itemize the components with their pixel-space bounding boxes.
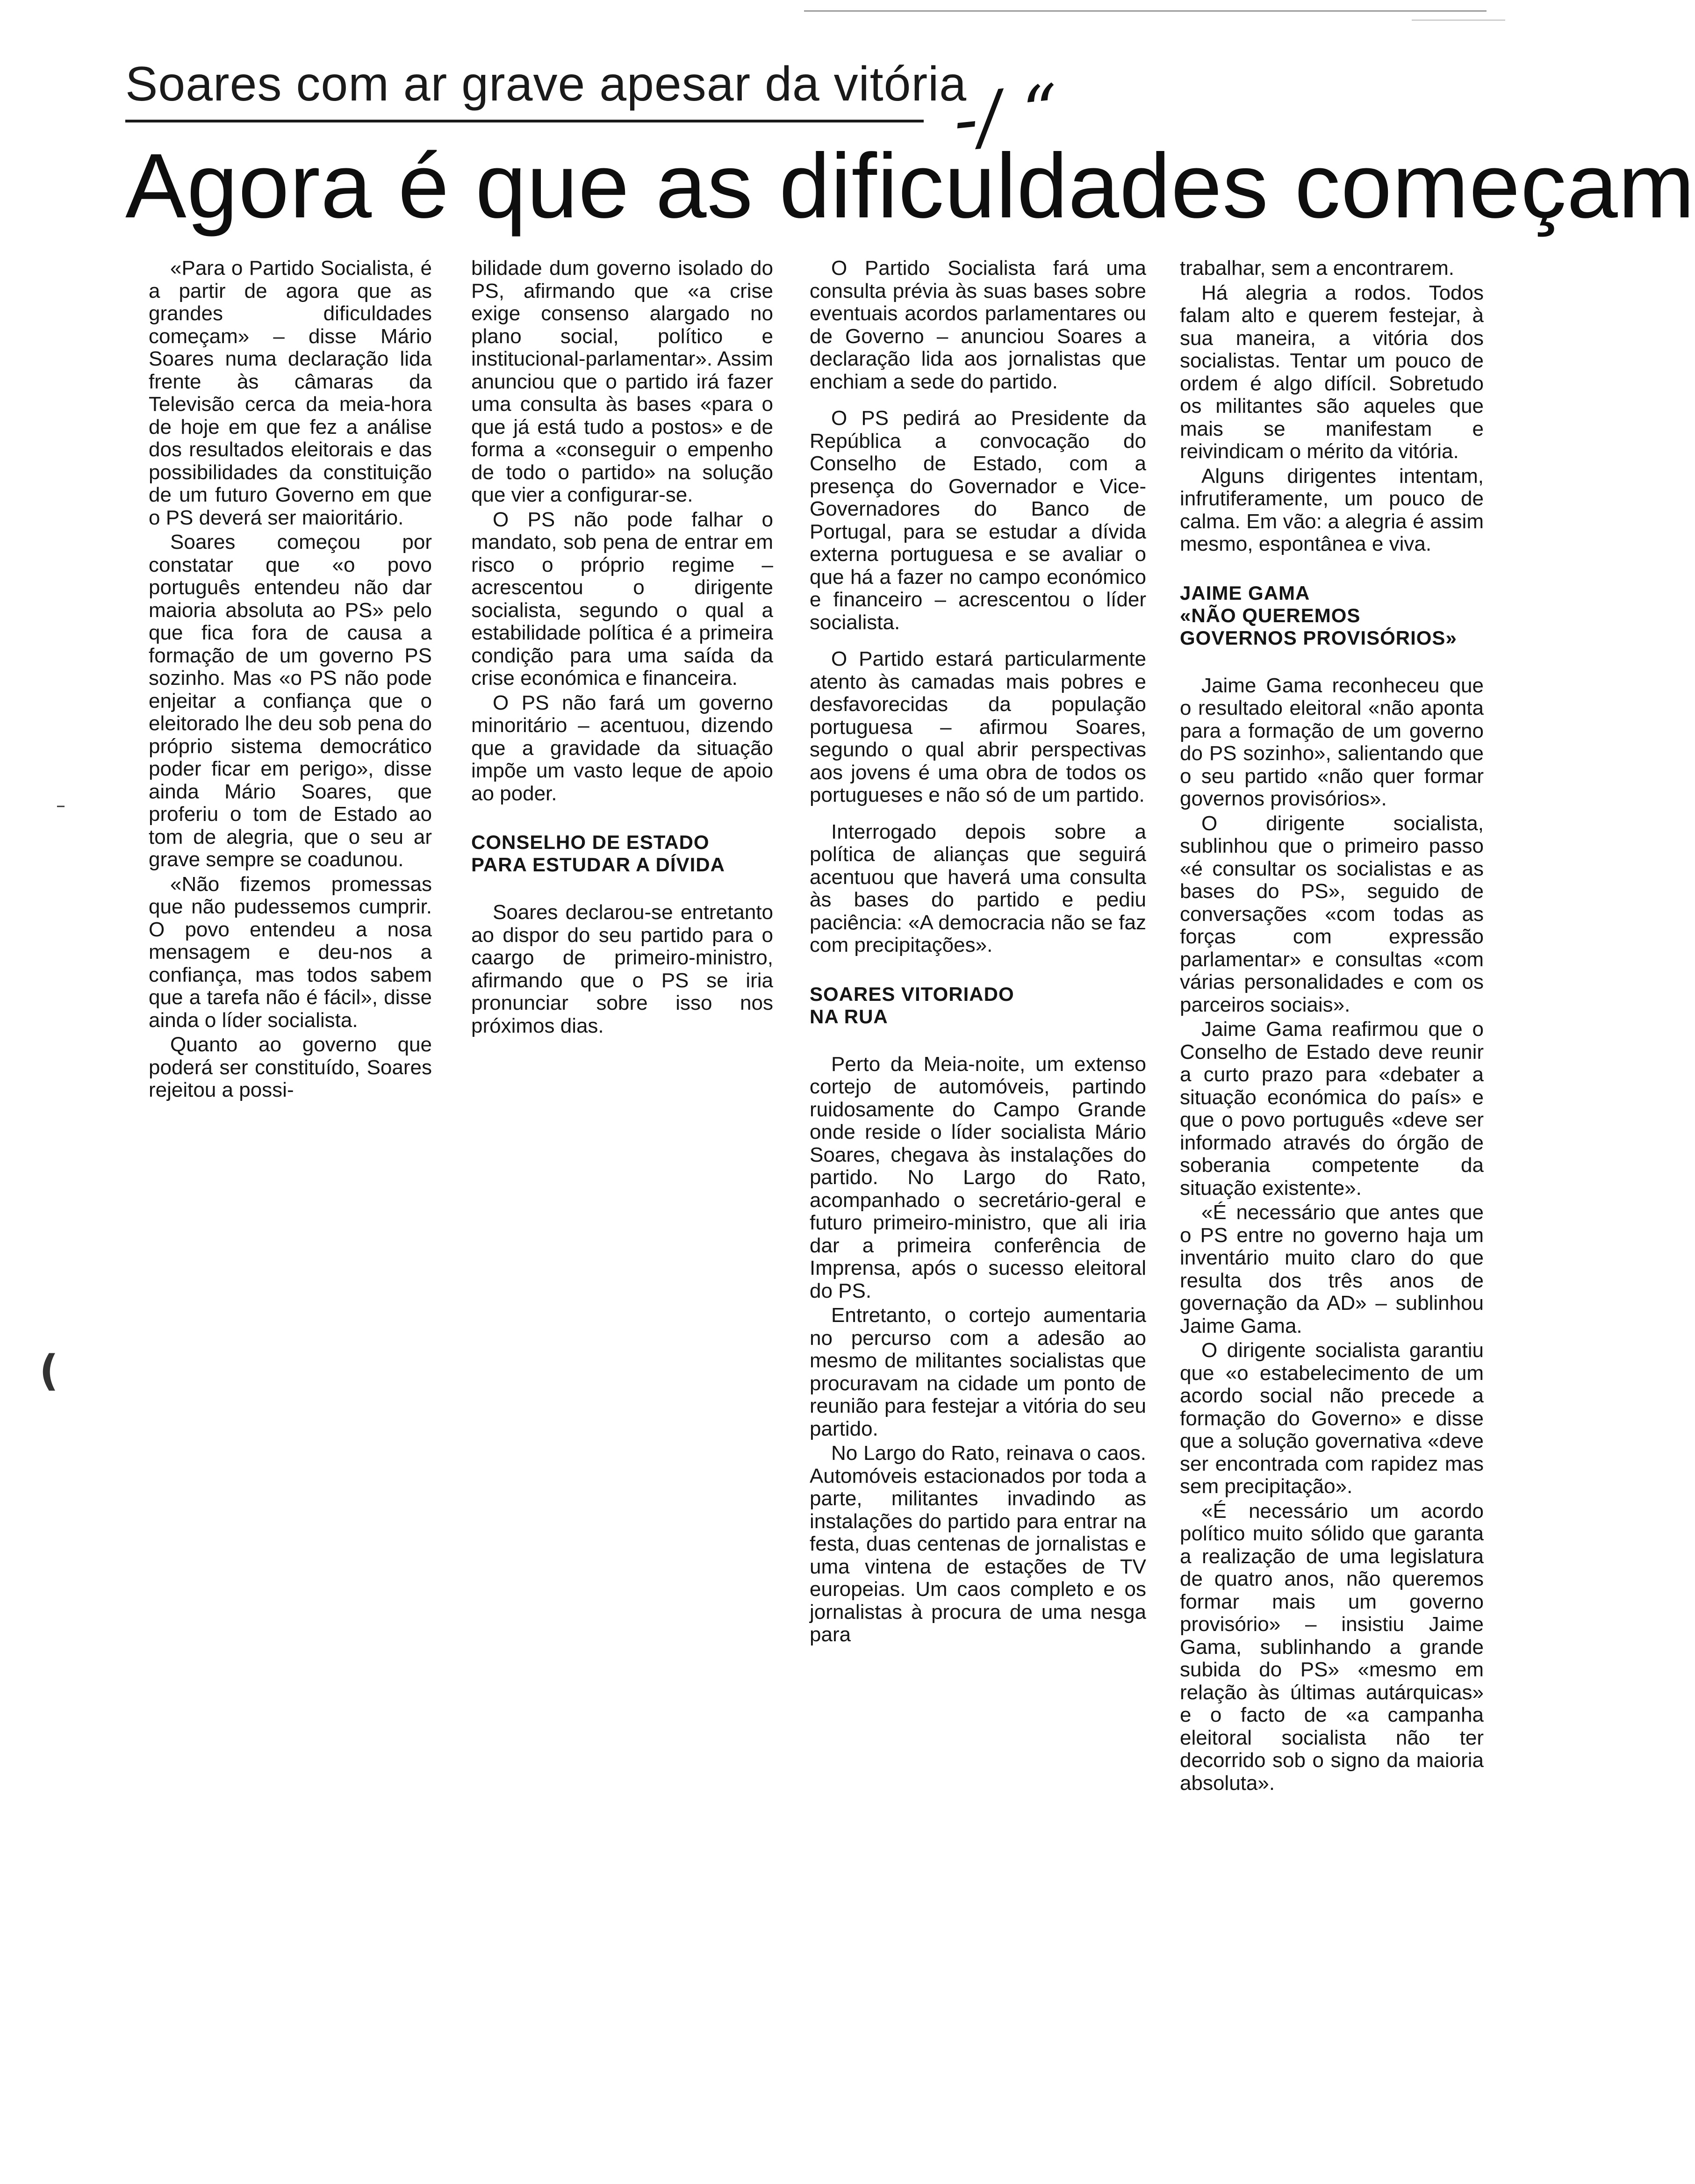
paragraph: Há alegria a rodos. Todos falam alto e querem festejar, à sua maneira, a vitória dos socialistas. Tentar um pouco de ordem é algo difícil. Sobretudo os militantes são aqueles que mais se manifestam e reivindicam o mérito da vitória.: [1180, 281, 1484, 463]
article-column-3: [810, 257, 1146, 1646]
paragraph: Alguns dirigentes intentam, infrutiferamente, um pouco de calma. Em vão: a alegria é assim mesmo, espontânea e viva.: [1180, 464, 1484, 555]
paragraph: Entretanto, o cortejo aumentaria no percurso com a adesão ao mesmo de militantes socialistas que procuravam na cidade um ponto de reunião para festejar a vitória do seu partido.: [810, 1304, 1146, 1440]
section-subheading-vitoriado: [810, 983, 1146, 1028]
article-column-1: [149, 257, 432, 1102]
section-subheading-line: JAIME GAMA: [1180, 582, 1310, 604]
article-headline: Agora é que as dificuldades começam: [125, 135, 1695, 237]
paragraph: «Não fizemos promessas que não pudessemos cumprir. O povo entendeu a nosa mensagem e deu-nos a confiança, mas todos sabem que a tarefa não é fácil», disse ainda o líder socialista.: [149, 872, 432, 1032]
paragraph: bilidade dum governo isolado do PS, afirmando que «a crise exige consenso alargado no plano social, político e institucional-parlamentar». Assim anunciou que o partido irá fazer uma consulta às bases «para o que já está tudo a postos» e de forma a «conseguir o empenho de todo o partido» na solução que vier a configurar-se.: [471, 257, 773, 506]
subheadline-rule: [125, 120, 924, 122]
paragraph: Perto da Meia-noite, um extenso cortejo de automóveis, partindo ruidosamente do Campo Grande onde reside o líder socialista Mário Soares, chegava às instalações do partido. No Largo do Rato, acompanhado o secretário-geral e futuro primeiro-ministro, que ali iria dar a primeira conferência de Imprensa, após o sucesso eleitoral do PS.: [810, 1052, 1146, 1302]
handwritten-annotation: -/ “: [949, 69, 1063, 162]
section-subheading-line: NA RUA: [810, 1005, 888, 1027]
paragraph: Quanto ao governo que poderá ser constituído, Soares rejeitou a possi-: [149, 1033, 432, 1101]
paragraph: «É necessário um acordo político muito sólido que garanta a realização de uma legislatura de quatro anos, não queremos formar mais um governo provisório» – insistiu Jaime Gama, sublinhando a grande subida do PS» «mesmo em relação às últimas autárquicas» e o facto de «a campanha eleitoral socialista não ter decorrido sob o signo da maioria absoluta».: [1180, 1499, 1484, 1795]
page-top-rule: [804, 10, 1487, 12]
section-subheading-line: GOVERNOS PROVISÓRIOS»: [1180, 626, 1457, 649]
article-subheadline: Soares com ar grave apesar da vitória: [125, 57, 967, 111]
paragraph: O dirigente socialista, sublinhou que o primeiro passo «é consultar os socialistas e as bases do PS», seguido de conversações «com todas as forças com expressão parlamentar» e consultas «com várias personalidades e com os parceiros sociais».: [1180, 812, 1484, 1016]
paragraph: Jaime Gama reafirmou que o Conselho de Estado deve reunir a curto prazo para «debater a situação económica do país» e que o povo português «deve ser informado através do órgão de soberania competente da situação existente».: [1180, 1018, 1484, 1200]
paragraph: O PS pedirá ao Presidente da República a convocação do Conselho de Estado, com a presença do Governador e Vice-Governadores do Banco de Portugal, para se estudar a dívida externa portuguesa e se avaliar o que há a fazer no campo económico e financeiro – acrescentou o líder socialista.: [810, 407, 1146, 634]
paragraph: O dirigente socialista garantiu que «o estabelecimento de um acordo social não precede a formação do Governo» e disse que a solução governativa «deve ser encontrada com rapidez mas sem precipitação».: [1180, 1339, 1484, 1498]
paragraph: O Partido estará particularmente atento às camadas mais pobres e desfavorecidas da população portuguesa – afirmou Soares, segundo o qual abrir perspectivas aos jovens é uma obra de todos os portugueses e não só de um partido.: [810, 647, 1146, 806]
paragraph: «Para o Partido Socialista, é a partir de agora que as grandes dificuldades começam» – disse Mário Soares numa declaração lida frente às câmaras da Televisão cerca da meia-hora de hoje em que fez a análise dos resultados eleitorais e das possibilidades da constituição de um futuro Governo em que o PS deverá ser maioritário.: [149, 257, 432, 529]
paragraph: Jaime Gama reconheceu que o resultado eleitoral «não aponta para a formação de um governo do PS sozinho», salientando que o seu partido «não quer formar governos provisórios».: [1180, 674, 1484, 810]
paragraph: Interrogado depois sobre a política de alianças que seguirá acentuou que haverá uma consulta às bases do partido e pediu paciência: «A democracia não se faz com precipitações».: [810, 820, 1146, 956]
article-column-2: [471, 257, 773, 1037]
paragraph: Soares declarou-se entretanto ao dispor do seu partido para o caargo de primeiro-ministro, afirmando que o PS se iria pronunciar sobre isso nos próximos dias.: [471, 901, 773, 1037]
paragraph: O PS não pode falhar o mandato, sob pena de entrar em risco o próprio regime – acrescentou o dirigente socialista, segundo o qual a estabilidade política é a primeira condição para uma saída da crise económica e financeira.: [471, 508, 773, 690]
paragraph: O Partido Socialista fará uma consulta prévia às suas bases sobre eventuais acordos parlamentares ou de Governo – anunciou Soares a declaração lida aos jornalistas que enchiam a sede do partido.: [810, 257, 1146, 393]
section-subheading-line: «NÃO QUEREMOS: [1180, 604, 1361, 626]
paragraph: trabalhar, sem a encontrarem.: [1180, 257, 1454, 280]
scan-mark-bracket: (: [39, 1346, 59, 1395]
paragraph: Soares começou por constatar que «o povo português entendeu não dar maioria absoluta ao PS» pelo que fica fora de causa a formação de um governo PS sozinho. Mas «o PS não pode enjeitar a confiança que o eleitorado lhe deu sob pena do próprio sistema democrático poder ficar em perigo», disse ainda Mário Soares, que proferiu o tom de Estado ao tom de alegria, que o seu ar grave sempre se coadunou.: [149, 531, 432, 871]
paragraph: No Largo do Rato, reinava o caos. Automóveis estacionados por toda a parte, militantes invadindo as instalações do partido para entrar na festa, duas centenas de jornalistas e uma vintena de estações de TV europeias. Um caos completo e os jornalistas à procura de uma nesga para: [810, 1442, 1146, 1646]
page-top-rule-short: [1412, 20, 1505, 21]
scan-mark-dash: –: [56, 795, 65, 816]
section-subheading-line: SOARES VITORIADO: [810, 983, 1014, 1005]
section-subheading-line: PARA ESTUDAR A DÍVIDA: [471, 854, 725, 876]
article-column-4: [1180, 257, 1484, 1795]
paragraph: «É necessário que antes que o PS entre no governo haja um inventário muito claro do que resulta dos três anos de governação da AD» – sublinhou Jaime Gama.: [1180, 1201, 1484, 1337]
paragraph: O PS não fará um governo minoritário – acentuou, dizendo que a gravidade da situação impõe um vasto leque de apoio ao poder.: [471, 691, 773, 805]
section-subheading-conselho: [471, 831, 773, 876]
section-subheading-jaime-gama: [1180, 582, 1484, 649]
section-subheading-line: CONSELHO DE ESTADO: [471, 831, 710, 853]
